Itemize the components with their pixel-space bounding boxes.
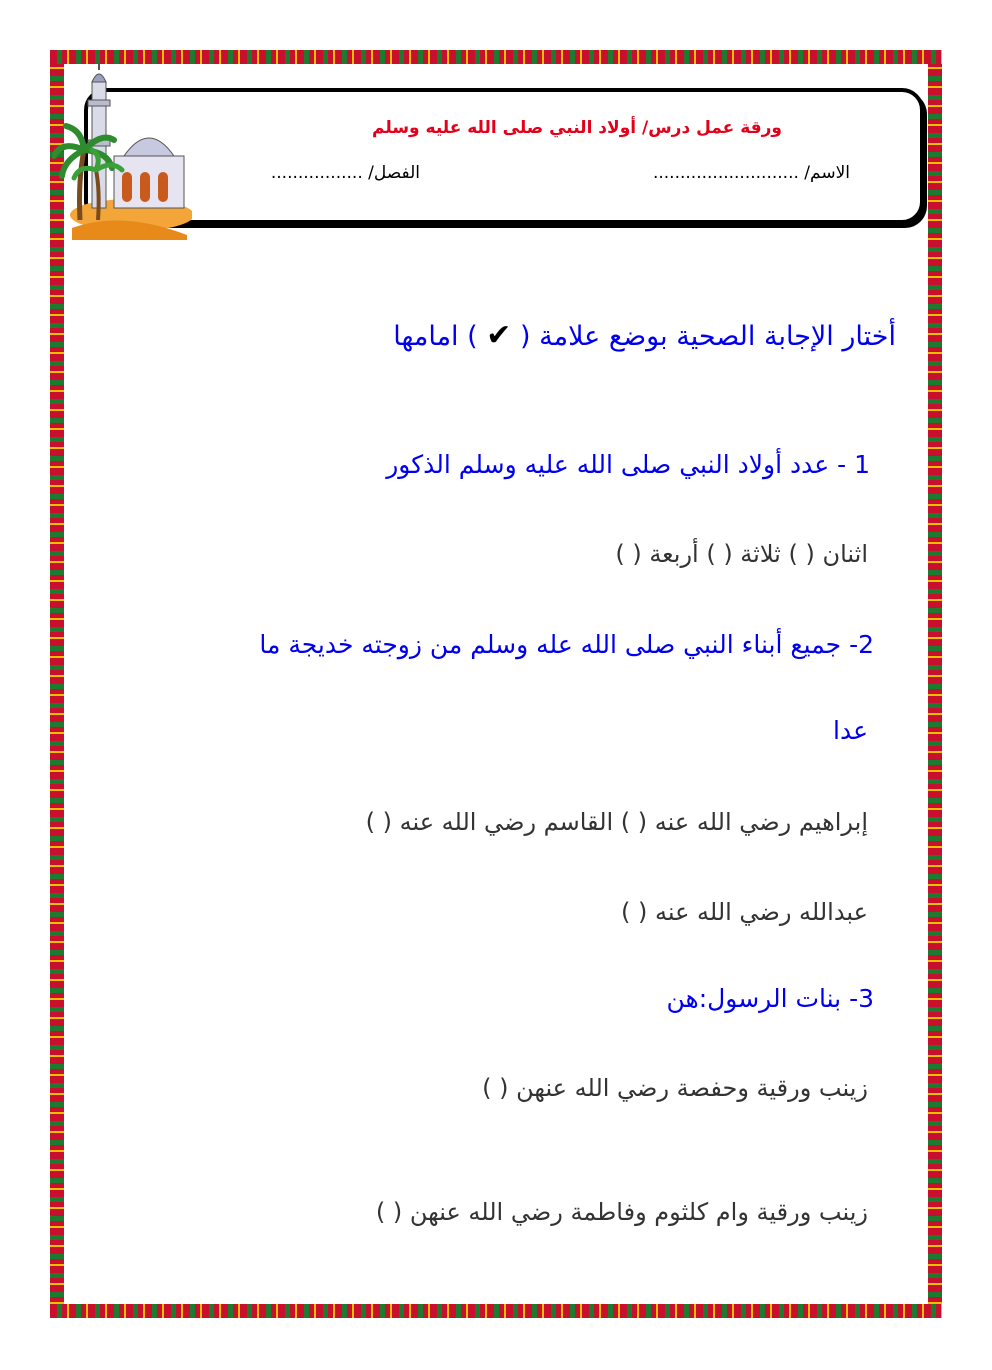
question-3: 3- بنات الرسول:هن — [666, 984, 874, 1013]
question-2: 2- جميع أبناء النبي صلى الله عله وسلم من زوجته خديجة ما — [259, 630, 874, 659]
question-2-line2: عدا — [833, 716, 868, 745]
question-2-options-2[interactable]: عبدالله رضي الله عنه ( ) — [620, 898, 868, 926]
worksheet-title: ورقة عمل درس/ أولاد النبي صلى الله عليه وسلم — [372, 118, 782, 138]
mosque-clipart-icon — [52, 60, 192, 240]
class-label: الفصل/ — [368, 163, 420, 183]
question-3-option-1[interactable]: زينب ورقية وحفصة رضي الله عنهن ( ) — [482, 1074, 868, 1102]
class-dots: ................. — [270, 163, 363, 183]
name-dots: ........................... — [652, 163, 799, 183]
instruction — [393, 318, 896, 353]
question-1: 1 - عدد أولاد النبي صلى الله عليه وسلم الذكور — [386, 450, 870, 479]
class-field[interactable] — [190, 163, 420, 183]
name-label: الاسم/ — [804, 163, 850, 183]
student-name-field[interactable] — [520, 163, 850, 183]
instruction-text-start: أختار الإجابة الصحية بوضع علامة ( — [520, 321, 896, 352]
question-1-options[interactable]: اثنان ( ) ثلاثة ( ) أربعة ( ) — [615, 540, 868, 568]
question-2-options[interactable]: إبراهيم رضي الله عنه ( ) القاسم رضي الله عنه ( ) — [365, 808, 868, 836]
check-mark-icon: ✔ — [486, 318, 512, 353]
question-3-option-2[interactable]: زينب ورقية وام كلثوم وفاطمة رضي الله عنهن ( ) — [375, 1198, 868, 1226]
header-box — [84, 88, 924, 224]
instruction-text-end: ) امامها — [393, 321, 478, 352]
